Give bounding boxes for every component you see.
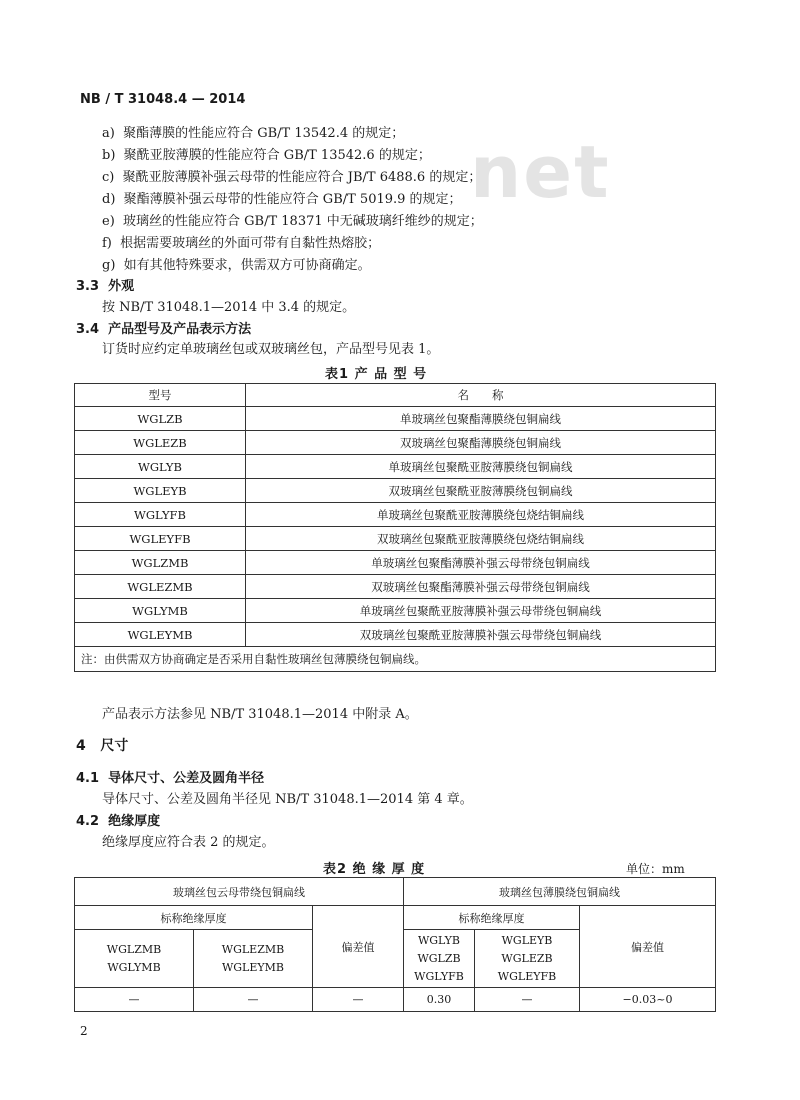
table-row: [75, 575, 716, 599]
model-cell: WGLEZMB: [75, 575, 246, 599]
model-label: WGLZB: [417, 951, 461, 965]
table-header-row: [75, 384, 716, 407]
section-body-3-4: 订货时应约定单玻璃丝包或双玻璃丝包，产品型号见表 1。: [102, 342, 440, 357]
table-row: [75, 599, 716, 623]
model-label: WGLYB: [417, 933, 461, 947]
list-item: g) 如有其他特殊要求，供需双方可协商确定。: [102, 258, 371, 273]
table-row: [75, 623, 716, 647]
product-type-table: [74, 383, 716, 672]
model-cell: WGLYFB: [75, 503, 246, 527]
section-body-3-3: 按 NB/T 31048.1—2014 中 3.4 的规定。: [102, 300, 356, 315]
model-label: WGLEYFB: [497, 969, 557, 983]
table-note-row: [75, 647, 716, 672]
table1-caption: 表1 产 品 型 号: [325, 367, 428, 382]
value-cell: —: [475, 988, 580, 1012]
table-row: [75, 527, 716, 551]
nominal-thickness-header: 标称绝缘厚度: [404, 906, 580, 930]
value-cell: —: [75, 988, 194, 1012]
name-cell: 单玻璃丝包聚酯薄膜绕包铜扁线: [246, 407, 716, 431]
value-cell: 0.30: [404, 988, 475, 1012]
table2-caption: 表2 绝 缘 厚 度: [323, 862, 426, 877]
page-number: 2: [80, 1024, 88, 1038]
model-label: WGLYMB: [107, 960, 161, 974]
model-group-cell: [404, 930, 475, 988]
table2-unit: 单位：mm: [626, 862, 685, 876]
model-cell: WGLEYFB: [75, 527, 246, 551]
name-cell: 双玻璃丝包聚酯薄膜补强云母带绕包铜扁线: [246, 575, 716, 599]
list-item: d) 聚酯薄膜补强云母带的性能应符合 GB/T 5019.9 的规定；: [102, 192, 462, 207]
model-label: WGLEYB: [501, 933, 553, 947]
model-label: WGLEYMB: [221, 960, 285, 974]
model-group-cell: [475, 930, 580, 988]
section-body-4-1: 导体尺寸、公差及圆角半径见 NB/T 31048.1—2014 第 4 章。: [102, 792, 473, 807]
name-cell: 单玻璃丝包聚酰亚胺薄膜绕包铜扁线: [246, 455, 716, 479]
list-item: e) 玻璃丝的性能应符合 GB/T 18371 中无碱玻璃纤维纱的规定；: [102, 214, 483, 229]
section-heading-4-1: 4.1 导体尺寸、公差及圆角半径: [76, 771, 265, 786]
model-cell: WGLYB: [75, 455, 246, 479]
group-header-film: 玻璃丝包薄膜绕包铜扁线: [404, 878, 716, 906]
model-label: WGLZMB: [106, 942, 162, 956]
name-cell: 双玻璃丝包聚酰亚胺薄膜绕包铜扁线: [246, 479, 716, 503]
table-row: [75, 988, 716, 1012]
section-heading-3-4: 3.4 产品型号及产品表示方法: [76, 322, 252, 337]
table-row: [75, 551, 716, 575]
model-label: WGLYFB: [414, 969, 464, 983]
tolerance-header: 偏差值: [313, 906, 404, 988]
name-cell: 单玻璃丝包聚酰亚胺薄膜补强云母带绕包铜扁线: [246, 599, 716, 623]
name-cell: 双玻璃丝包聚酰亚胺薄膜绕包烧结铜扁线: [246, 527, 716, 551]
group-header-mica: 玻璃丝包云母带绕包铜扁线: [75, 878, 404, 906]
table-row: [75, 455, 716, 479]
table-row: [75, 479, 716, 503]
tolerance-header: 偏差值: [580, 906, 716, 988]
name-cell: 双玻璃丝包聚酯薄膜绕包铜扁线: [246, 431, 716, 455]
section-heading-3-3: 3.3 外观: [76, 279, 135, 294]
model-label: WGLEZMB: [221, 942, 285, 956]
model-cell: WGLEYB: [75, 479, 246, 503]
value-cell: —: [313, 988, 404, 1012]
list-item: b) 聚酰亚胺薄膜的性能应符合 GB/T 13542.6 的规定；: [102, 148, 431, 163]
model-cell: WGLEYMB: [75, 623, 246, 647]
section-heading-4: 4 尺寸: [76, 738, 129, 754]
table-row: [75, 431, 716, 455]
representation-note: 产品表示方法参见 NB/T 31048.1—2014 中附录 A。: [102, 707, 418, 722]
value-cell: —: [194, 988, 313, 1012]
list-item: a) 聚酯薄膜的性能应符合 GB/T 13542.4 的规定；: [102, 126, 405, 141]
model-label: WGLEZB: [501, 951, 553, 965]
model-cell: WGLZMB: [75, 551, 246, 575]
model-cell: WGLEZB: [75, 431, 246, 455]
section-body-4-2: 绝缘厚度应符合表 2 的规定。: [102, 835, 275, 850]
model-cell: WGLYMB: [75, 599, 246, 623]
name-cell: 单玻璃丝包聚酯薄膜补强云母带绕包铜扁线: [246, 551, 716, 575]
table-header-cell: 名 称: [246, 384, 716, 407]
name-cell: 单玻璃丝包聚酰亚胺薄膜绕包烧结铜扁线: [246, 503, 716, 527]
name-cell: 双玻璃丝包聚酰亚胺薄膜补强云母带绕包铜扁线: [246, 623, 716, 647]
standard-code: NB / T 31048.4 — 2014: [80, 92, 246, 107]
table-row: [75, 503, 716, 527]
section-heading-4-2: 4.2 绝缘厚度: [76, 814, 161, 829]
model-group-cell: [75, 930, 194, 988]
list-item: c) 聚酰亚胺薄膜补强云母带的性能应符合 JB/T 6488.6 的规定；: [102, 170, 482, 185]
list-item: f) 根据需要玻璃丝的外面可带有自黏性热熔胶；: [102, 236, 381, 251]
table-note: 注：由供需双方协商确定是否采用自黏性玻璃丝包薄膜绕包铜扁线。: [75, 647, 716, 672]
table-row: [75, 407, 716, 431]
model-group-cell: [194, 930, 313, 988]
nominal-thickness-header: 标称绝缘厚度: [75, 906, 313, 930]
table-header-cell: 型号: [75, 384, 246, 407]
watermark: net: [470, 130, 611, 214]
table-header-row: [75, 906, 716, 930]
value-cell: −0.03~0: [580, 988, 716, 1012]
table-header-row: [75, 878, 716, 906]
insulation-thickness-table: [74, 877, 716, 1012]
model-cell: WGLZB: [75, 407, 246, 431]
